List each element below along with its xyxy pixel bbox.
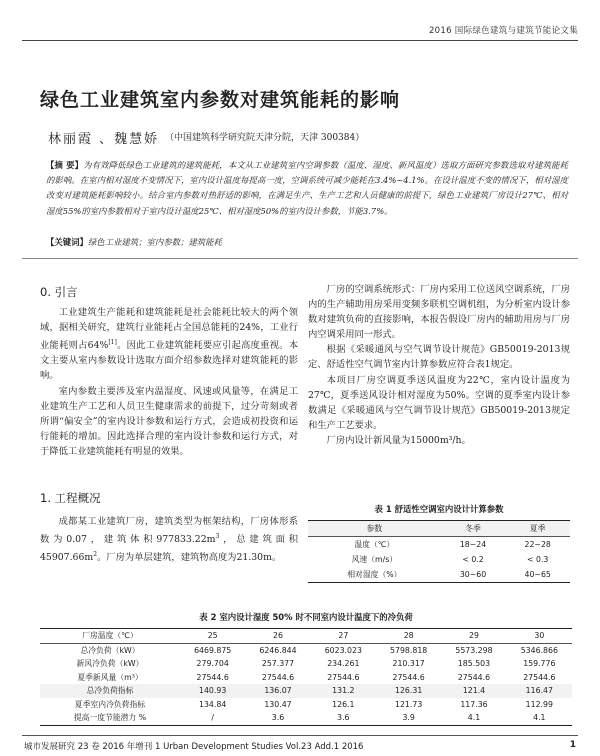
table1-header: 参数 xyxy=(308,521,441,537)
table1 xyxy=(308,520,570,583)
table-row: 温度（℃） 18~24 22~28 xyxy=(354,540,551,549)
table1-header: 冬季 xyxy=(441,521,506,537)
right-column-body xyxy=(308,282,570,448)
right-paragraph-2: 根据《采暖通风与空气调节设计规范》GB50019-2013规定、舒适性空气调节室内计算参数应符合表1规定。 xyxy=(308,344,570,371)
header-divider xyxy=(22,40,578,41)
table-row: 总冷负荷（kW） 6469.875 6246.844 6023.023 5798.818 5573.298 5346.866 xyxy=(80,645,558,655)
keywords-label: 【关键词】 xyxy=(46,237,88,247)
keywords-text: 绿色工业建筑；室内参数；建筑能耗 xyxy=(87,237,222,247)
table-row: 总冷负荷指标 140.93 136.07 131.2 126.31 121.4 116.47 xyxy=(40,684,572,698)
right-paragraph-4: 厂房内设计新风量为15000m³/h。 xyxy=(326,434,471,446)
article-title: 绿色工业建筑室内参数对建筑能耗的影响 xyxy=(40,89,401,111)
overview-paragraph-1: 成都某工业建筑厂房，建筑类型为框架结构，厂房体形系数为0.07，建筑体积$977833.22m^3$，总建筑面积$45907.66m^2$。厂房为单层建筑，建筑物高度为21.30m。 xyxy=(40,516,298,564)
abstract-text: 为有效降低绿色工业建筑的建筑能耗，本文从工业建筑室内空调参数（温度、湿度、新风温度）选取方面研究参数选取对建筑能耗的影响。在室内相对湿度不变情况下，室内设计温度每提高一度，空调系统可减少能耗在3.4%~4.1%。在设计温度不变的情况下，相对湿度改变对建筑能耗影响较小。结合室内参数对热舒适的影响，在满足生产、生产工艺和人员健康的前提下，绿色工业建筑厂房设计27℃、相对湿度55%的室内参数相对于室内设计温度25℃、相对湿度50%的室内设计参数，节能3.7%。 xyxy=(46,160,568,216)
footer-divider xyxy=(22,735,578,736)
table2-caption: 表 2 室内设计湿度 50% 时不同室内设计温度下的冷负荷 xyxy=(199,612,413,622)
right-paragraph-1: 厂房的空调系统形式：厂房内采用工位送风空调系统，厂房内的生产辅助用房采用变频多联机空调机组，为分析室内设计参数对建筑负荷的直接影响，本报告假设厂房内的辅助用房与厂房内空调采用同一形式。 xyxy=(308,284,570,341)
table-row: 新风冷负荷（kW） 279.704 257.377 234.261 210.317 185.503 159.776 xyxy=(76,659,556,669)
article-authors: 林丽霞 、魏慧娇 xyxy=(48,132,160,147)
overview-body xyxy=(40,514,298,565)
intro-heading: 0. 引言 xyxy=(40,285,78,299)
intro-paragraph-1: 工业建筑生产能耗和建筑能耗是社会能耗比较大的两个领域，据相关研究，建筑行业能耗占全国总能耗的24%，工业行业能耗则占64%[1]。因此工业建筑能耗要应引起高度重视。本文主要从室内参数设计选取方面介绍参数选择对建筑能耗的影响。 xyxy=(40,307,298,382)
table-row: 提高一度节能潜力 % / 3.6 3.6 3.9 4.1 4.1 xyxy=(40,711,572,725)
abstract-label: 【摘 要】 xyxy=(46,160,84,170)
journal-footer: 城市发展研究 23 卷 2016 年增刊 1 Urban Development Studies Vol.23 Add.1 2016 xyxy=(24,742,364,752)
table2 xyxy=(40,628,572,726)
article-affiliation: （中国建筑科学研究院天津分院，天津 300384） xyxy=(165,133,365,143)
page-number: 1 xyxy=(569,740,576,750)
table-row: 相对湿度（%） 30~60 40~65 xyxy=(308,567,570,583)
running-header: 2016 国际绿色建筑与建筑节能论文集 xyxy=(428,26,578,36)
abstract-divider xyxy=(22,258,578,259)
table1-caption: 表 1 舒适性空调室内设计计算参数 xyxy=(374,504,504,514)
table-row: 夏季室内冷负荷指标 134.84 130.47 126.1 121.73 117.36 112.99 xyxy=(74,699,553,709)
table1-header: 夏季 xyxy=(505,521,570,537)
overview-heading: 1. 工程概况 xyxy=(40,491,101,505)
table-row: 风速（m/s） < 0.2 < 0.3 xyxy=(351,555,549,564)
intro-body xyxy=(40,305,298,459)
intro-paragraph-2: 室内参数主要涉及室内温湿度、风速或风量等，在满足工业建筑生产工艺和人员卫生健康需求的前提下，过分苛刻或者所谓“偏安全”的室内设计参数和运行方式，会造成初投资和运行能耗的增加。因此选择合理的室内设计参数和运行方式，对于降低工业建筑能耗有明显的效果。 xyxy=(40,385,298,457)
right-paragraph-3: 本项目厂房空调夏季送风温度为22℃，室内设计温度为27℃，夏季送风设计相对湿度为50%。空调的夏季室内设计参数满足《采暖通风与空气调节设计规范》GB50019-2013规定和生产工艺要求。 xyxy=(308,374,570,431)
keywords xyxy=(46,236,568,248)
abstract xyxy=(46,158,568,219)
table-row: 夏季新风量（m³） 27544.6 27544.6 27544.6 27544.6 27544.6 27544.6 xyxy=(77,672,556,682)
table2-header-row: 厂房温度（℃） 25 26 27 28 29 30 xyxy=(40,629,572,644)
